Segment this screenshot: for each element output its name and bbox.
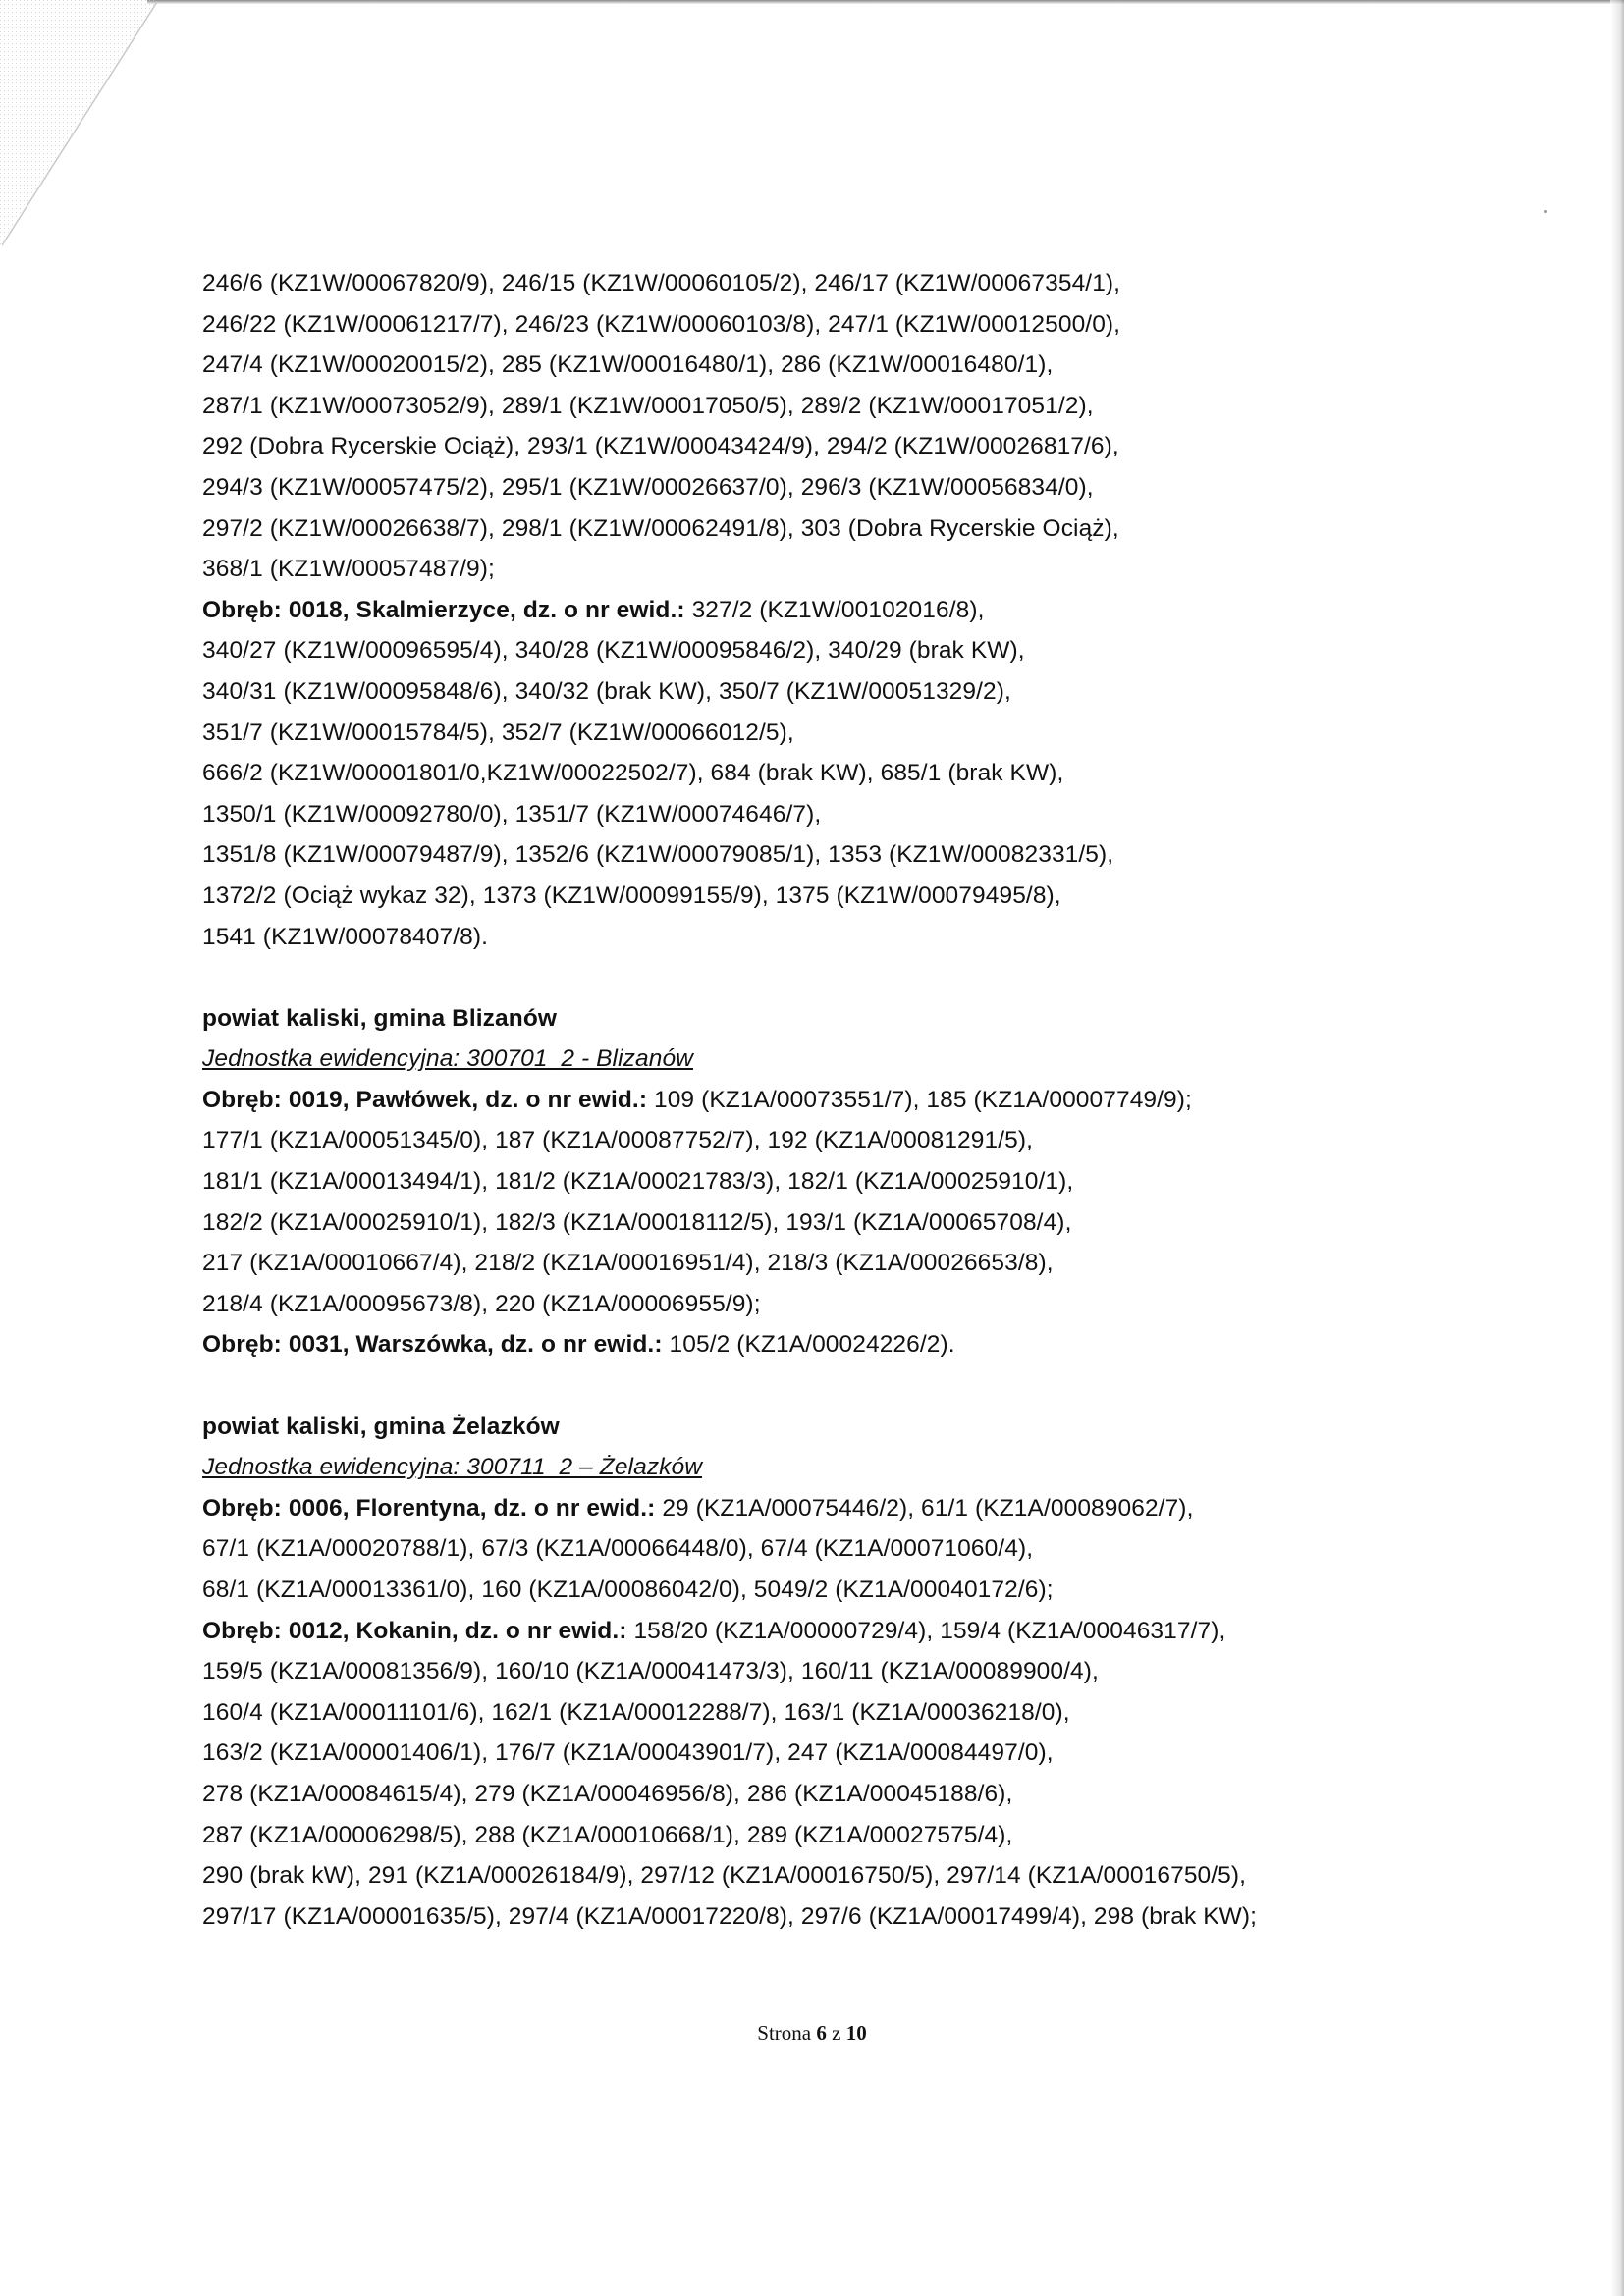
text-line: 287/1 (KZ1W/00073052/9), 289/1 (KZ1W/00017050/5), 289/2 (KZ1W/00017051/2), <box>202 392 1094 419</box>
scan-right-edge <box>1610 0 1624 2296</box>
obreb-line <box>202 1324 1430 1365</box>
text-line: 67/1 (KZ1A/00020788/1), 67/3 (KZ1A/00066448/0), 67/4 (KZ1A/00071060/4), <box>202 1535 1034 1563</box>
text-line: 297/2 (KZ1W/00026638/7), 298/1 (KZ1W/00062491/8), 303 (Dobra Rycerskie Ociąż), <box>202 514 1119 542</box>
text-line: 351/7 (KZ1W/00015784/5), 352/7 (KZ1W/00066012/5), <box>202 719 794 746</box>
unit-label: Jednostka ewidencyjna: 300711_2 – Żelazków <box>202 1454 703 1481</box>
obreb-parcels: 158/20 (KZ1A/00000729/4), 159/4 (KZ1A/00046317/7), <box>626 1617 1226 1644</box>
text-line: 290 (brak kW), 291 (KZ1A/00026184/9), 297/12 (KZ1A/00016750/5), 297/14 (KZ1A/00016750/5), <box>202 1862 1247 1890</box>
obreb-line <box>202 1488 1430 1529</box>
obreb-line <box>202 1080 1430 1121</box>
text-line: 218/4 (KZ1A/00095673/8), 220 (KZ1A/00006955/9); <box>202 1290 761 1317</box>
text-line: 247/4 (KZ1W/00020015/2), 285 (KZ1W/00016480/1), 286 (KZ1W/00016480/1), <box>202 351 1054 379</box>
unit-line <box>202 1447 1430 1488</box>
text-line: 159/5 (KZ1A/00081356/9), 160/10 (KZ1A/00041473/3), 160/11 (KZ1A/00089900/4), <box>202 1658 1099 1685</box>
text-line: 68/1 (KZ1A/00013361/0), 160 (KZ1A/00086042/0), 5049/2 (KZ1A/00040172/6); <box>202 1576 1054 1603</box>
section-heading-text: powiat kaliski, gmina Żelazków <box>202 1413 560 1440</box>
obreb-label: Obręb: 0006, Florentyna, dz. o nr ewid.: <box>202 1494 656 1522</box>
obreb-line <box>202 1611 1430 1652</box>
footer-middle: z <box>826 2021 846 2045</box>
text-line: 278 (KZ1A/00084615/4), 279 (KZ1A/00046956/8), 286 (KZ1A/00045188/6), <box>202 1780 1013 1807</box>
text-line: 666/2 (KZ1W/00001801/0,KZ1W/00022502/7), 684 (brak KW), 685/1 (brak KW), <box>202 760 1064 787</box>
section-heading <box>202 998 1430 1040</box>
scan-speck <box>1544 210 1547 213</box>
text-line: 1350/1 (KZ1W/00092780/0), 1351/7 (KZ1W/00074646/7), <box>202 800 822 828</box>
text-line: 160/4 (KZ1A/00011101/6), 162/1 (KZ1A/00012288/7), 163/1 (KZ1A/00036218/0), <box>202 1698 1070 1726</box>
section-heading <box>202 1407 1430 1448</box>
text-line: 182/2 (KZ1A/00025910/1), 182/3 (KZ1A/00018112/5), 193/1 (KZ1A/00065708/4), <box>202 1208 1072 1236</box>
text-line: 287 (KZ1A/00006298/5), 288 (KZ1A/00010668/1), 289 (KZ1A/00027575/4), <box>202 1821 1013 1848</box>
text-line: 1372/2 (Ociąż wykaz 32), 1373 (KZ1W/00099155/9), 1375 (KZ1W/00079495/8), <box>202 881 1061 909</box>
obreb-label: Obręb: 0019, Pawłówek, dz. o nr ewid.: <box>202 1086 648 1113</box>
text-line: 177/1 (KZ1A/00051345/0), 187 (KZ1A/00087752/7), 192 (KZ1A/00081291/5), <box>202 1127 1034 1154</box>
text-line: 340/31 (KZ1W/00095848/6), 340/32 (brak KW), 350/7 (KZ1W/00051329/2), <box>202 677 1011 705</box>
obreb-parcels: 29 (KZ1A/00075446/2), 61/1 (KZ1A/00089062/7), <box>655 1494 1194 1522</box>
text-line: 297/17 (KZ1A/00001635/5), 297/4 (KZ1A/00017220/8), 297/6 (KZ1A/00017499/4), 298 (brak KW); <box>202 1902 1258 1930</box>
text-line: 163/2 (KZ1A/00001406/1), 176/7 (KZ1A/00043901/7), 247 (KZ1A/00084497/0), <box>202 1739 1054 1767</box>
footer-page-total: 10 <box>845 2021 867 2045</box>
text-line: 294/3 (KZ1W/00057475/2), 295/1 (KZ1W/00026637/0), 296/3 (KZ1W/00056834/0), <box>202 473 1094 501</box>
obreb-parcels: 327/2 (KZ1W/00102016/8), <box>684 596 985 623</box>
text-line: 1541 (KZ1W/00078407/8). <box>202 923 489 950</box>
footer-page-number: 6 <box>816 2021 827 2045</box>
document-body <box>202 263 1430 1937</box>
footer-prefix: Strona <box>757 2021 817 2045</box>
page-footer <box>0 2021 1624 2046</box>
text-line: 292 (Dobra Rycerskie Ociąż), 293/1 (KZ1W/00043424/9), 294/2 (KZ1W/00026817/6), <box>202 433 1119 460</box>
obreb-label: Obręb: 0031, Warszówka, dz. o nr ewid.: <box>202 1331 663 1359</box>
unit-line <box>202 1039 1430 1080</box>
obreb-parcels: 109 (KZ1A/00073551/7), 185 (KZ1A/00007749/9); <box>647 1086 1192 1113</box>
text-line: 217 (KZ1A/00010667/4), 218/2 (KZ1A/00016951/4), 218/3 (KZ1A/00026653/8), <box>202 1250 1054 1277</box>
obreb-line <box>202 590 1430 631</box>
folded-corner-shadow <box>0 0 167 255</box>
text-line: 181/1 (KZ1A/00013494/1), 181/2 (KZ1A/00021783/3), 182/1 (KZ1A/00025910/1), <box>202 1168 1074 1196</box>
text-line: 246/6 (KZ1W/00067820/9), 246/15 (KZ1W/00060105/2), 246/17 (KZ1W/00067354/1), <box>202 270 1121 296</box>
text-line: 368/1 (KZ1W/00057487/9); <box>202 556 495 583</box>
section1-lines <box>202 263 1430 590</box>
section1-lines-2 <box>202 630 1430 957</box>
section-heading-text: powiat kaliski, gmina Blizanów <box>202 1004 558 1032</box>
scan-top-edge <box>147 0 1624 4</box>
obreb-label: Obręb: 0018, Skalmierzyce, dz. o nr ewid.: <box>202 596 685 623</box>
obreb-parcels: 105/2 (KZ1A/00024226/2). <box>662 1331 955 1359</box>
text-line: 1351/8 (KZ1W/00079487/9), 1352/6 (KZ1W/00079085/1), 1353 (KZ1W/00082331/5), <box>202 841 1114 869</box>
text-line: 246/22 (KZ1W/00061217/7), 246/23 (KZ1W/00060103/8), 247/1 (KZ1W/00012500/0), <box>202 310 1121 338</box>
obreb-label: Obręb: 0012, Kokanin, dz. o nr ewid.: <box>202 1617 627 1644</box>
unit-label: Jednostka ewidencyjna: 300701_2 - Blizanów <box>202 1045 693 1073</box>
text-line: 340/27 (KZ1W/00096595/4), 340/28 (KZ1W/00095846/2), 340/29 (brak KW), <box>202 637 1025 665</box>
